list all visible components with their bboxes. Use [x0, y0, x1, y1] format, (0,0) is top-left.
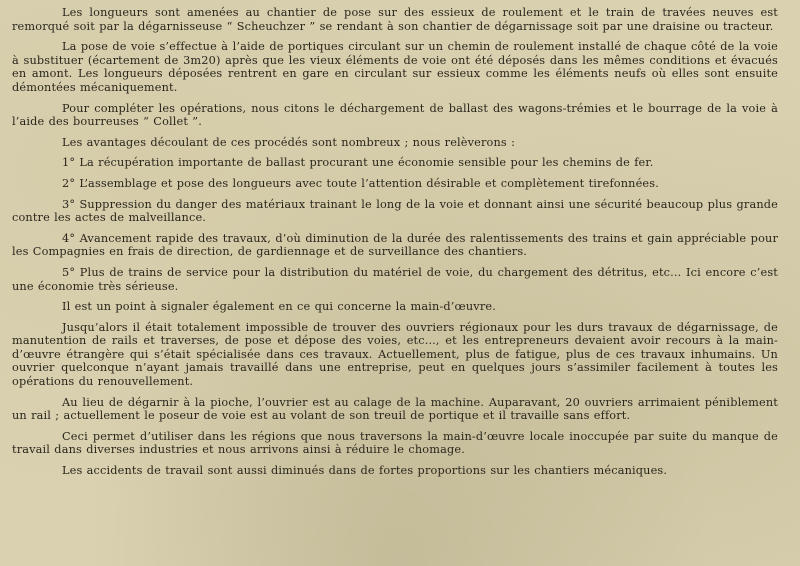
- paragraph-main-oeuvre-locale: Ceci permet d’utiliser dans les régions que nous traversons la main-d’œuvre locale inoccupée par suite du manque de travail dans diverses industries et nous arrivons ainsi à réduire le chomage.: [12, 429, 778, 457]
- document-page: [12, 6, 778, 562]
- paragraph-pioche: Au lieu de dégarnir à la pioche, l’ouvrier est au calage de la machine. Auparavant, 20 ouvriers arrimaient péniblement un rail ; actuellement le poseur de voie est au volant de son treuil de portique et il travaille sans effort.: [12, 395, 778, 423]
- list-item-avantage-5: 5° Plus de trains de service pour la distribution du matériel de voie, du chargement des détritus, etc... Ici encore c’est une économie très sérieuse.: [12, 265, 778, 293]
- paragraph-avantages-intro: Les avantages découlant de ces procédés sont nombreux ; nous relèverons :: [62, 135, 516, 149]
- paragraph-pose-de-voie: La pose de voie s’effectue à l’aide de portiques circulant sur un chemin de roulement installé de chaque côté de la voie à substituer (écartement de 3m20) après que les vieux éléments de voie ont été déposés dans les mêmes conditions et évacués en amont. Les longueurs déposées rentrent en gare en circulant sur essieux comme les éléments neufs où elles sont ensuite démontées mécaniquement.: [12, 40, 778, 94]
- paragraph-transport: Les longueurs sont amenées au chantier de pose sur des essieux de roulement et le train de travées neuves est remorqué soit par la dégarnisseuse “ Scheuchzer ” se rendant à son chantier de dégarnissage soit par une draisine ou tracteur.: [12, 6, 778, 33]
- paragraph-ouvriers-regionaux: Jusqu’alors il était totalement impossible de trouver des ouvriers régionaux pour les durs travaux de dégarnissage, de manutention de rails et traverses, de pose et dépose des voies, etc..., et les entrepreneurs devaient avoir recours à la main-d’œuvre étrangère qui s’était spécialisée dans ces travaux. Actuellement, plus de fatigue, plus de ces travaux inhumains. Un ouvrier quelconque n’ayant jamais travaillé dans une entreprise, peut en quelques jours s’assimiler facilement à toutes les opérations du renouvellement.: [12, 320, 778, 389]
- paragraph-operations: Pour compléter les opérations, nous citons le déchargement de ballast des wagons-trémies et le bourrage de la voie à l’aide des bourreuses “ Collet ”.: [12, 101, 778, 129]
- list-item-avantage-1: 1° La récupération importante de ballast procurant une économie sensible pour les chemins de fer.: [62, 156, 654, 170]
- paragraph-main-oeuvre-intro: Il est un point à signaler également en ce qui concerne la main-d’œuvre.: [62, 300, 496, 314]
- list-item-avantage-4: 4° Avancement rapide des travaux, d’où diminution de la durée des ralentissements des trains et gain appréciable pour les Compagnies en frais de direction, de gardiennage et de surveillance des chantiers.: [12, 231, 778, 259]
- list-item-avantage-3: 3° Suppression du danger des matériaux trainant le long de la voie et donnant ainsi une sécurité beaucoup plus grande contre les actes de malveillance.: [12, 197, 778, 225]
- paragraph-accidents: Les accidents de travail sont aussi diminués dans de fortes proportions sur les chantiers mécaniques.: [62, 464, 668, 478]
- list-item-avantage-2: 2° L’assemblage et pose des longueurs avec toute l’attention désirable et complètement tirefonnées.: [62, 176, 659, 190]
